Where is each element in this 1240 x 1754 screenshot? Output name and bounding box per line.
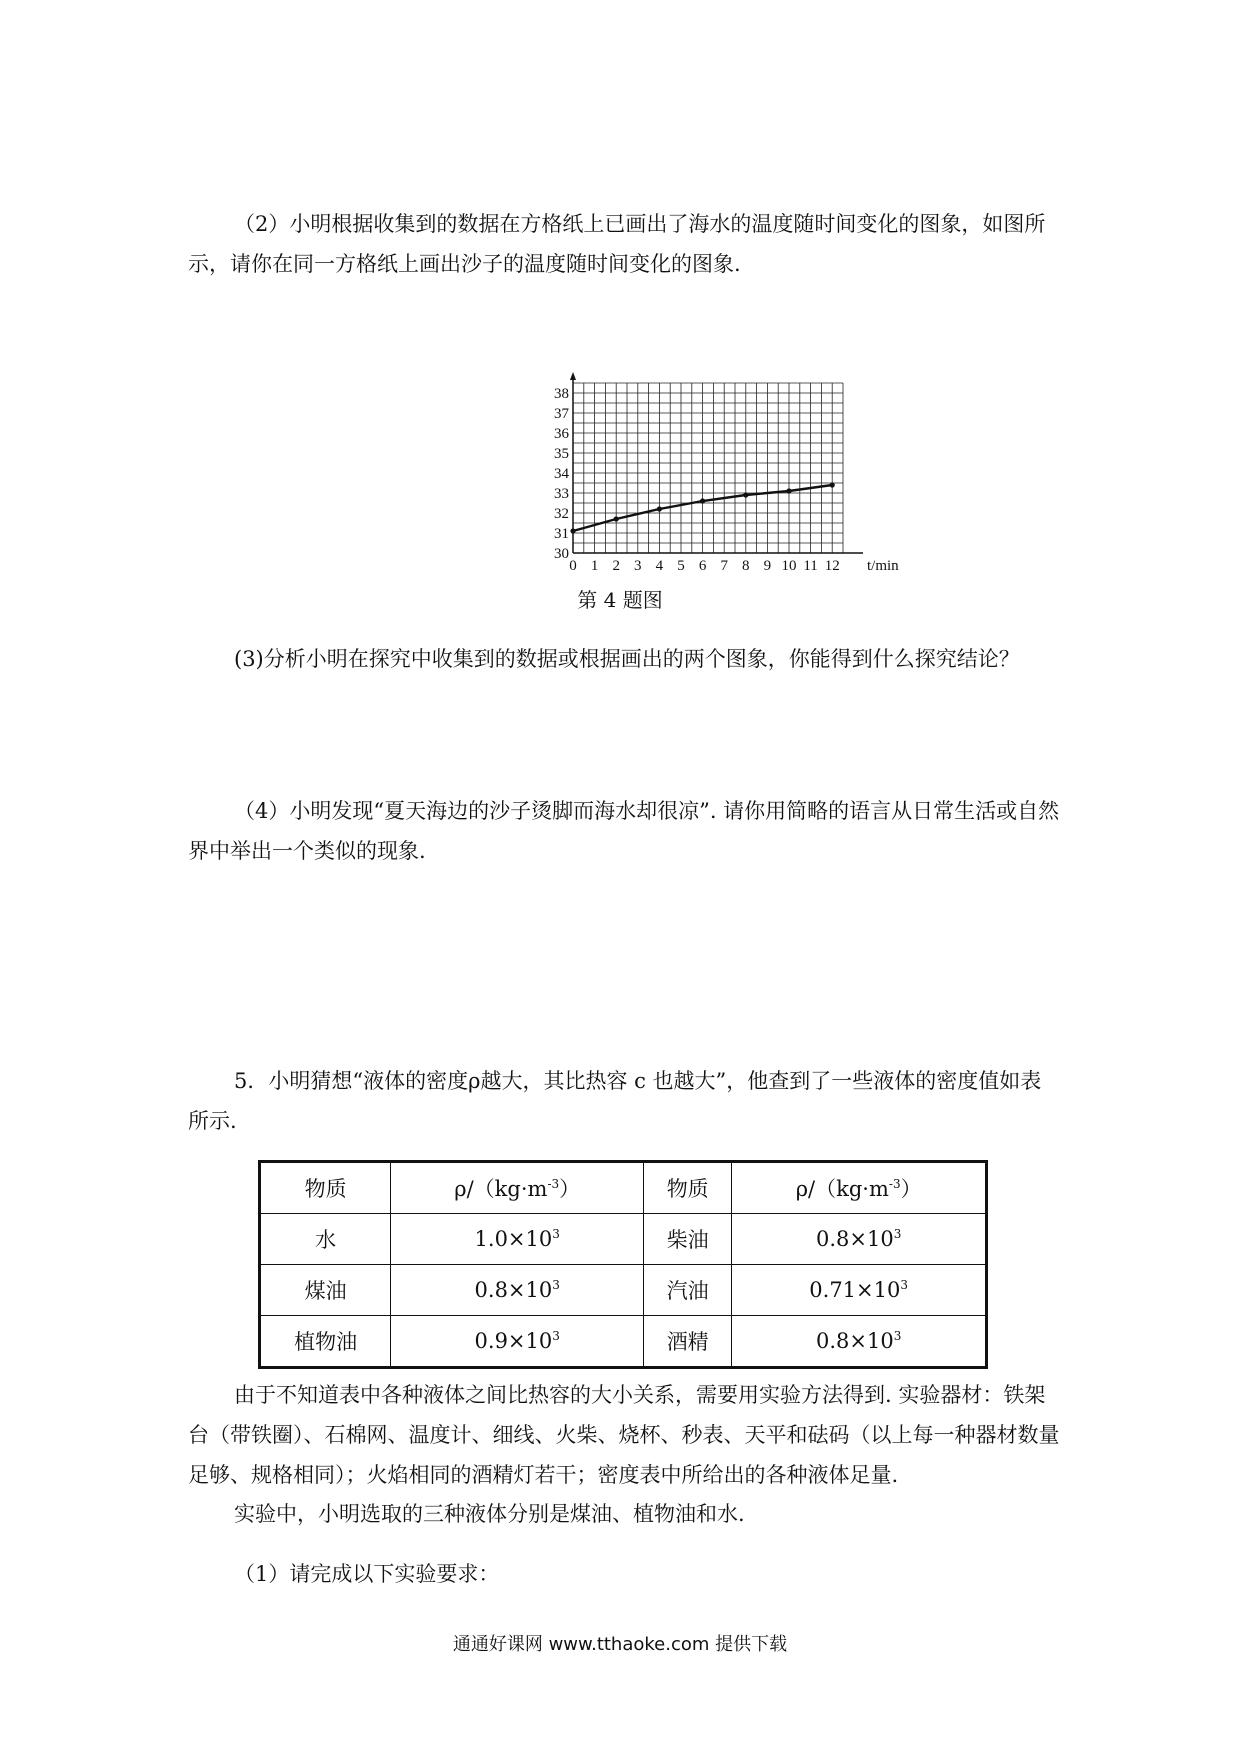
table-cell: 煤油 xyxy=(260,1265,391,1316)
x-tick-label: 6 xyxy=(698,558,707,574)
chart-axes xyxy=(570,372,863,553)
data-point xyxy=(743,492,748,497)
data-point xyxy=(614,516,619,521)
table-cell: $0.8\times 10^3$ xyxy=(391,1265,644,1316)
density-table xyxy=(258,1160,988,1369)
figure-caption: 第 4 题图 xyxy=(577,588,663,612)
x-tick-label: 5 xyxy=(677,558,685,574)
data-point xyxy=(700,498,705,503)
data-point xyxy=(830,482,835,487)
data-point xyxy=(570,528,575,533)
x-tick-label: 4 xyxy=(655,558,664,574)
question5-paragraph-1: 由于不知道表中各种液体之间比热容的大小关系，需要用实验方法得到. 实验器材：铁架台（带铁圈）、石棉网、温度计、细线、火柴、烧杯、秒表、天平和砝码（以上每一种器材数量足够、规格相同）；火焰相同的酒精灯若干；密度表中所给出的各种液体足量. xyxy=(188,1383,1060,1487)
x-tick-label: 0 xyxy=(569,558,577,574)
x-tick-label: 3 xyxy=(634,558,642,574)
table-header-cell: $\rho/(kg\cdot m^{-3})$ xyxy=(732,1162,987,1214)
y-tick-label: 33 xyxy=(554,486,569,502)
table-cell: 植物油 xyxy=(260,1316,391,1368)
data-point xyxy=(786,488,791,493)
x-axis-unit: t/min xyxy=(867,558,899,574)
question5-paragraph-2: 实验中，小明选取的三种液体分别是煤油、植物油和水. xyxy=(234,1502,745,1526)
y-tick-label: 38 xyxy=(554,386,569,402)
x-tick-label: 11 xyxy=(803,558,818,574)
temperature-time-chart xyxy=(548,368,928,580)
x-tick-label: 9 xyxy=(763,558,772,574)
question5-intro: 5．小明猜想“液体的密度ρ越大，其比热容 c 也越大”，他查到了一些液体的密度值如表所示. xyxy=(188,1069,1042,1133)
question5-paragraph-3: （1）请完成以下实验要求： xyxy=(234,1562,500,1586)
x-tick-label: 10 xyxy=(781,558,797,574)
y-tick-label: 35 xyxy=(554,446,569,462)
table-row xyxy=(260,1265,987,1316)
table-cell: $0.71\times 10^3$ xyxy=(732,1265,987,1316)
page-footer: 通通好课网 www.tthaoke.com 提供下载 xyxy=(452,1634,788,1655)
table-header-row xyxy=(260,1162,987,1214)
table-cell: $1.0\times 10^3$ xyxy=(391,1214,644,1265)
y-axis-arrow xyxy=(570,372,576,380)
y-tick-labels xyxy=(554,386,570,562)
x-tick-label: 8 xyxy=(742,558,750,574)
table-cell: 汽油 xyxy=(644,1265,732,1316)
y-tick-label: 36 xyxy=(554,426,569,442)
y-tick-label: 34 xyxy=(554,466,569,482)
data-point xyxy=(657,506,662,511)
table-cell: 水 xyxy=(260,1214,391,1265)
question4-part4: （4）小明发现“夏天海边的沙子烫脚而海水却很凉”. 请你用简略的语言从日常生活或自然界中举出一个类似的现象. xyxy=(188,799,1060,863)
x-tick-labels xyxy=(569,558,899,574)
table-row xyxy=(260,1316,987,1368)
table-cell: $0.8\times 10^3$ xyxy=(732,1214,987,1265)
x-tick-label: 1 xyxy=(590,558,599,574)
question4-part3: (3)分析小明在探究中收集到的数据或根据画出的两个图象，你能得到什么探究结论？ xyxy=(234,647,1020,671)
x-tick-label: 2 xyxy=(612,558,620,574)
table-cell: 酒精 xyxy=(644,1316,732,1368)
table-header-cell: 物质 xyxy=(644,1162,732,1214)
chart-grid xyxy=(573,383,843,553)
y-tick-label: 30 xyxy=(554,546,569,562)
y-tick-label: 37 xyxy=(554,406,569,422)
table-cell: $0.9\times 10^3$ xyxy=(391,1316,644,1368)
table-header-cell: $\rho/(kg\cdot m^{-3})$ xyxy=(391,1162,644,1214)
table-row xyxy=(260,1214,987,1265)
y-tick-label: 31 xyxy=(554,526,569,542)
x-tick-label: 7 xyxy=(720,558,728,574)
table-cell: $0.8\times 10^3$ xyxy=(732,1316,987,1368)
table-cell: 柴油 xyxy=(644,1214,732,1265)
x-tick-label: 12 xyxy=(824,558,840,574)
table-header-cell: 物质 xyxy=(260,1162,391,1214)
question4-part2: （2）小明根据收集到的数据在方格纸上已画出了海水的温度随时间变化的图象，如图所示，请你在同一方格纸上画出沙子的温度随时间变化的图象. xyxy=(188,212,1046,276)
y-tick-label: 32 xyxy=(554,506,569,522)
